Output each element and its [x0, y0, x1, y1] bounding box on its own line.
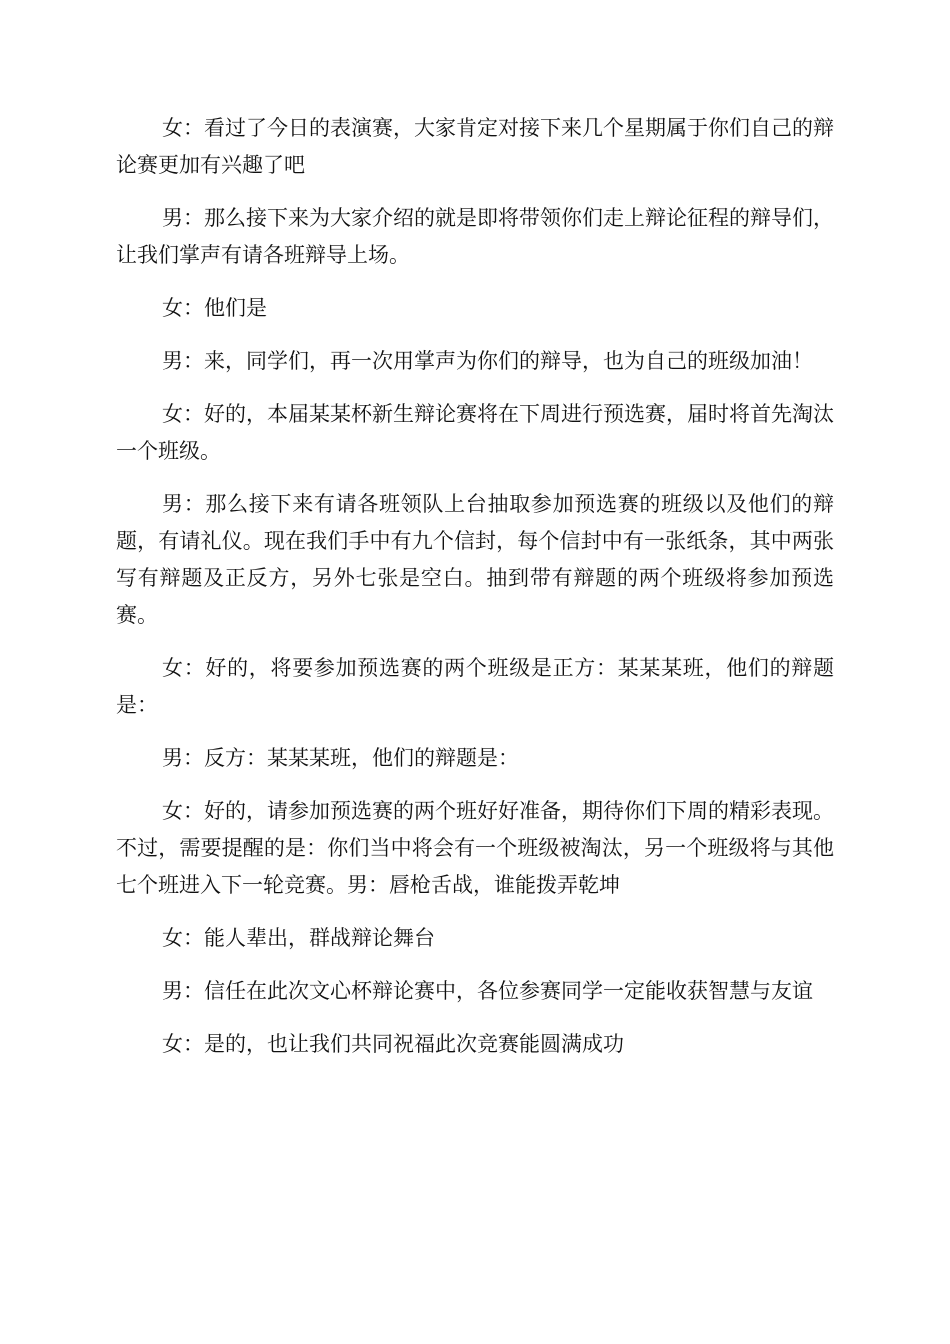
- dialogue-paragraph: 女：好的，将要参加预选赛的两个班级是正方：某某某班，他们的辩题是：: [116, 656, 834, 717]
- dialogue-paragraph: 男：那么接下来有请各班领队上台抽取参加预选赛的班级以及他们的辩题，有请礼仪。现在我们手中有九个信封，每个信封中有一张纸条，其中两张写有辩题及正反方，另外七张是空白。抽到带有辩题的两个班级将参加预选赛。: [116, 492, 834, 627]
- dialogue-paragraph: 女：是的，也让我们共同祝福此次竞赛能圆满成功: [162, 1032, 624, 1056]
- dialogue-paragraph: 男：信任在此次文心杯辩论赛中，各位参赛同学一定能收获智慧与友谊: [162, 979, 813, 1003]
- document-body: [116, 110, 834, 1079]
- dialogue-paragraph: 女：他们是: [162, 296, 267, 320]
- dialogue-paragraph: 女：好的，本届某某杯新生辩论赛将在下周进行预选赛，届时将首先淘汰一个班级。: [116, 402, 834, 463]
- dialogue-paragraph: 男：来，同学们，再一次用掌声为你们的辩导，也为自己的班级加油！: [162, 349, 813, 373]
- dialogue-paragraph: 女：好的，请参加预选赛的两个班好好准备，期待你们下周的精彩表现。不过，需要提醒的是：你们当中将会有一个班级被淘汰，另一个班级将与其他七个班进入下一轮竞赛。男：唇枪舌战，谁能拨弄乾坤: [116, 799, 834, 897]
- dialogue-paragraph: 女：看过了今日的表演赛，大家肯定对接下来几个星期属于你们自己的辩论赛更加有兴趣了吧: [116, 116, 834, 177]
- dialogue-paragraph: 男：那么接下来为大家介绍的就是即将带领你们走上辩论征程的辩导们，让我们掌声有请各班辩导上场。: [116, 206, 834, 267]
- dialogue-paragraph: 女：能人辈出，群战辩论舞台: [162, 926, 435, 950]
- dialogue-paragraph: 男：反方：某某某班，他们的辩题是：: [162, 746, 519, 770]
